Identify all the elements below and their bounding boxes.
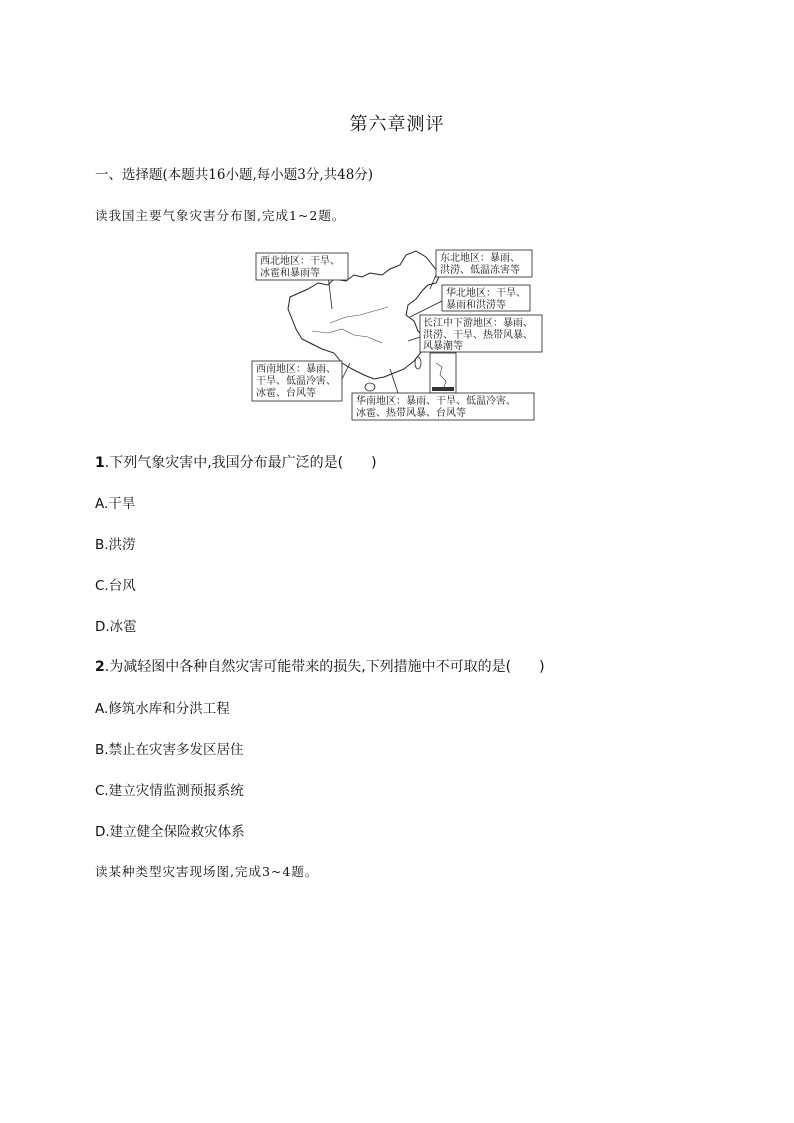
section-heading: 一、选择题(本题共16小题,每小题3分,共48分) bbox=[95, 167, 374, 183]
q2-option-d: D.建立健全保险救灾体系 bbox=[95, 824, 245, 840]
q2-option-c: C.建立灾情监测预报系统 bbox=[95, 783, 244, 799]
intro-text-1: 读我国主要气象灾害分布图,完成1~2题。 bbox=[95, 208, 346, 223]
label-south-2: 冰雹、热带风暴、台风等 bbox=[356, 408, 466, 419]
label-northeast-1: 东北地区：暴雨、 bbox=[440, 253, 520, 264]
label-northeast-2: 洪涝、低温冻害等 bbox=[440, 265, 520, 276]
q1-option-b: B.洪涝 bbox=[95, 537, 136, 553]
q2-option-b: B.禁止在灾害多发区居住 bbox=[95, 742, 244, 758]
q1-option-c: C.台风 bbox=[95, 578, 136, 594]
page-title: 第六章测评 bbox=[349, 114, 445, 135]
label-yangtze-1: 长江中下游地区：暴雨、 bbox=[423, 318, 533, 329]
label-yangtze-3: 风暴潮等 bbox=[423, 341, 463, 352]
disaster-map bbox=[250, 245, 550, 425]
river-line bbox=[312, 329, 382, 343]
q1-option-a: A.干旱 bbox=[95, 496, 136, 512]
label-north-1: 华北地区：干旱、 bbox=[446, 288, 526, 299]
hainan-island bbox=[365, 383, 375, 391]
q2-option-a: A.修筑水库和分洪工程 bbox=[95, 701, 230, 717]
question-2-number: 2 bbox=[95, 659, 105, 675]
label-northwest-2: 冰雹和暴雨等 bbox=[260, 268, 320, 279]
question-2-stem: .为减轻图中各种自然灾害可能带来的损失,下列措施中不可取的是( ) bbox=[104, 659, 545, 675]
label-southwest-2: 干旱、低温冷害、 bbox=[256, 376, 336, 387]
intro-text-2: 读某种类型灾害现场图,完成3~4题。 bbox=[95, 864, 319, 879]
river-line-2 bbox=[330, 307, 388, 323]
label-yangtze-2: 洪涝、干旱、热带风暴、 bbox=[423, 330, 533, 341]
label-northwest-1: 西北地区：干旱、 bbox=[260, 256, 340, 267]
label-south-1: 华南地区：暴雨、干旱、低温冷害、 bbox=[356, 396, 516, 407]
taiwan-island bbox=[415, 357, 421, 369]
label-north-2: 暴雨和洪涝等 bbox=[446, 300, 506, 311]
question-1-number: 1 bbox=[95, 455, 105, 471]
label-southwest-3: 冰雹、台风等 bbox=[256, 388, 316, 399]
label-southwest-1: 西南地区：暴雨、 bbox=[256, 364, 336, 375]
china-map-svg bbox=[250, 245, 550, 425]
question-1-stem: .下列气象灾害中,我国分布最广泛的是( ) bbox=[104, 455, 377, 471]
question-1 bbox=[95, 452, 377, 472]
q1-option-d: D.冰雹 bbox=[95, 619, 137, 635]
question-2 bbox=[95, 656, 545, 676]
